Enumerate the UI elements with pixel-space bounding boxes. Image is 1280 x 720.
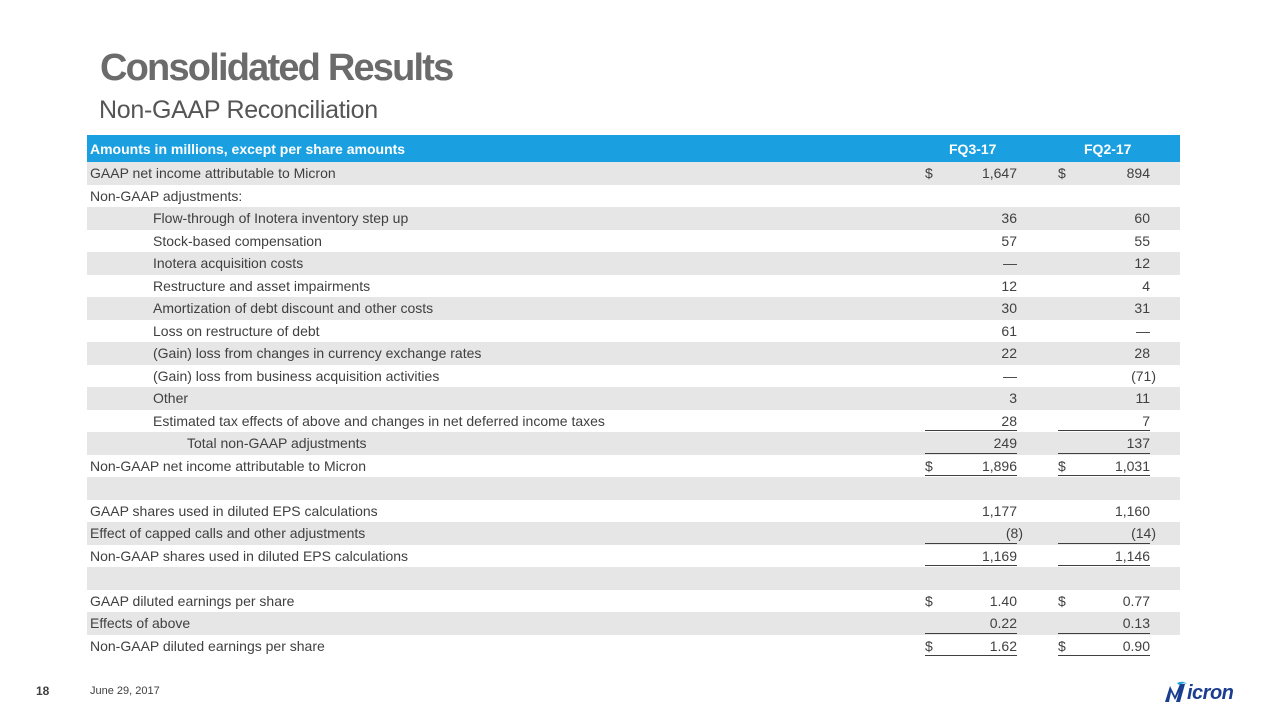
value-cell-fq2-17	[1058, 590, 1150, 613]
value-cell-fq3-17	[925, 590, 1017, 613]
value-number: 57	[1001, 232, 1017, 249]
table-row	[87, 567, 1180, 590]
currency-symbol: $	[925, 637, 933, 654]
value-number: 1.62	[989, 637, 1017, 654]
table-row	[87, 320, 1180, 343]
value-cell-fq2-17	[1058, 185, 1150, 208]
value-number: 55	[1134, 232, 1150, 249]
currency-symbol: $	[1058, 637, 1066, 654]
value-cell-fq2-17	[1058, 275, 1150, 298]
value-number: 28	[1001, 412, 1017, 429]
value-cell-fq2-17	[1058, 612, 1150, 635]
value-number: 1,031	[1114, 457, 1150, 474]
value-number: 31	[1134, 300, 1150, 316]
header-fq3-17: FQ3-17	[949, 141, 997, 157]
row-label: Non-GAAP diluted earnings per share	[90, 637, 325, 654]
slide-subtitle: Non-GAAP Reconciliation	[99, 96, 378, 124]
value-number: 0.90	[1122, 637, 1150, 654]
value-number: 0.22	[989, 615, 1017, 631]
value-cell-fq2-17	[1058, 477, 1150, 500]
value-cell-fq2-17	[1058, 207, 1150, 230]
row-label: Inotera acquisition costs	[153, 255, 304, 271]
row-label: Non-GAAP net income attributable to Micron	[90, 457, 366, 474]
value-cell-fq3-17	[925, 185, 1017, 208]
value-number: 60	[1134, 210, 1150, 226]
value-number: 0.13	[1122, 615, 1150, 631]
table-row	[87, 342, 1180, 365]
row-label: Amortization of debt discount and other costs	[153, 300, 434, 316]
value-cell-fq3-17	[925, 320, 1017, 343]
value-number: —	[1136, 322, 1150, 339]
value-cell-fq2-17	[1058, 500, 1150, 523]
table-row	[87, 275, 1180, 298]
value-cell-fq3-17	[925, 207, 1017, 230]
value-cell-fq3-17	[925, 500, 1017, 523]
table-body	[87, 162, 1180, 657]
value-cell-fq2-17	[1058, 410, 1150, 433]
micron-m-icon	[1163, 680, 1189, 706]
value-cell-fq2-17	[1058, 365, 1156, 388]
table-row	[87, 500, 1180, 523]
logo-wordmark: icron	[1187, 681, 1234, 704]
value-cell-fq3-17	[925, 252, 1017, 275]
value-number: 249	[993, 435, 1017, 451]
table-row	[87, 545, 1180, 568]
row-label: Effects of above	[90, 615, 191, 631]
currency-symbol: $	[1058, 592, 1066, 609]
table-row	[87, 432, 1180, 455]
currency-symbol: $	[1058, 165, 1066, 181]
row-label: GAAP shares used in diluted EPS calculations	[90, 502, 378, 519]
value-number: 1,146	[1114, 547, 1150, 564]
value-number: 1,169	[981, 547, 1017, 564]
table-row	[87, 410, 1180, 433]
currency-symbol: $	[925, 457, 933, 474]
value-cell-fq3-17	[925, 455, 1017, 478]
table-row	[87, 365, 1180, 388]
value-cell-fq2-17	[1058, 297, 1150, 320]
row-label: GAAP net income attributable to Micron	[90, 165, 336, 181]
value-number: 30	[1001, 300, 1017, 316]
table-row	[87, 185, 1180, 208]
value-cell-fq2-17	[1058, 387, 1150, 410]
value-cell-fq2-17	[1058, 162, 1150, 185]
value-cell-fq3-17	[925, 297, 1017, 320]
value-cell-fq3-17	[925, 545, 1017, 568]
value-number: 61	[1001, 322, 1017, 339]
value-number: 7	[1142, 412, 1150, 429]
table-row	[87, 387, 1180, 410]
value-number: 22	[1001, 345, 1017, 361]
value-number: 36	[1001, 210, 1017, 226]
value-cell-fq3-17	[925, 365, 1017, 388]
header-fq2-17: FQ2-17	[1084, 141, 1132, 157]
footer-date: June 29, 2017	[90, 685, 160, 697]
value-number: —	[1003, 255, 1017, 271]
value-cell-fq3-17	[925, 477, 1017, 500]
value-cell-fq3-17	[925, 162, 1017, 185]
row-label: (Gain) loss from changes in currency exchange rates	[153, 345, 482, 361]
value-cell-fq3-17	[925, 230, 1017, 253]
row-label: GAAP diluted earnings per share	[90, 592, 295, 609]
slide-title: Consolidated Results	[100, 47, 453, 89]
value-number: 894	[1126, 165, 1150, 181]
value-number: —	[1003, 367, 1017, 384]
row-label: Total non-GAAP adjustments	[187, 435, 367, 451]
value-cell-fq3-17	[925, 342, 1017, 365]
table-row	[87, 477, 1180, 500]
value-cell-fq2-17	[1058, 635, 1150, 658]
value-number: (71)	[1131, 367, 1156, 384]
value-cell-fq2-17	[1058, 320, 1150, 343]
value-number: (14)	[1131, 525, 1156, 541]
value-cell-fq2-17	[1058, 567, 1150, 590]
value-number: 11	[1135, 390, 1150, 406]
table-row	[87, 207, 1180, 230]
table-header	[87, 135, 1180, 162]
value-cell-fq2-17	[1058, 522, 1156, 545]
value-cell-fq3-17	[925, 432, 1017, 455]
value-cell-fq3-17	[925, 567, 1017, 590]
value-cell-fq3-17	[925, 612, 1017, 635]
value-cell-fq2-17	[1058, 230, 1150, 253]
value-cell-fq2-17	[1058, 252, 1150, 275]
value-cell-fq3-17	[925, 522, 1023, 545]
value-cell-fq2-17	[1058, 545, 1150, 568]
value-number: 1.40	[989, 592, 1017, 609]
reconciliation-table	[87, 135, 1180, 657]
table-row	[87, 230, 1180, 253]
value-number: 3	[1009, 390, 1017, 406]
row-label: Estimated tax effects of above and changes in net deferred income taxes	[153, 412, 605, 429]
value-number: 1,647	[981, 165, 1017, 181]
row-label: Non-GAAP shares used in diluted EPS calculations	[90, 547, 409, 564]
table-row	[87, 522, 1180, 545]
value-number: 1,177	[981, 502, 1017, 519]
row-label: (Gain) loss from business acquisition activities	[153, 367, 440, 384]
row-label: Stock-based compensation	[153, 232, 322, 249]
value-cell-fq3-17	[925, 387, 1017, 410]
value-number: 0.77	[1122, 592, 1150, 609]
value-cell-fq3-17	[925, 275, 1017, 298]
value-number: 12	[1134, 255, 1150, 271]
value-number: 1,896	[981, 457, 1017, 474]
row-label: Flow-through of Inotera inventory step up	[153, 210, 409, 226]
row-label: Other	[153, 390, 189, 406]
value-number: 1,160	[1114, 502, 1150, 519]
value-number: (8)	[1005, 525, 1023, 541]
table-row	[87, 297, 1180, 320]
micron-logo	[1163, 678, 1259, 708]
value-number: 12	[1001, 277, 1017, 294]
value-cell-fq2-17	[1058, 342, 1150, 365]
page-number: 18	[36, 684, 50, 698]
header-label: Amounts in millions, except per share amounts	[90, 141, 406, 157]
row-label: Effect of capped calls and other adjustments	[90, 525, 366, 541]
table-row	[87, 162, 1180, 185]
value-number: 28	[1134, 345, 1150, 361]
table-row	[87, 612, 1180, 635]
row-label: Restructure and asset impairments	[153, 277, 371, 294]
currency-symbol: $	[925, 165, 933, 181]
value-cell-fq2-17	[1058, 432, 1150, 455]
value-cell-fq3-17	[925, 410, 1017, 433]
value-cell-fq3-17	[925, 635, 1017, 658]
value-number: 137	[1126, 435, 1150, 451]
value-cell-fq2-17	[1058, 455, 1150, 478]
table-row	[87, 635, 1180, 658]
table-row	[87, 455, 1180, 478]
currency-symbol: $	[1058, 457, 1066, 474]
value-number: 4	[1142, 277, 1150, 294]
row-label: Non-GAAP adjustments:	[90, 187, 243, 204]
table-row	[87, 252, 1180, 275]
row-label: Loss on restructure of debt	[153, 322, 320, 339]
currency-symbol: $	[925, 592, 933, 609]
table-row	[87, 590, 1180, 613]
